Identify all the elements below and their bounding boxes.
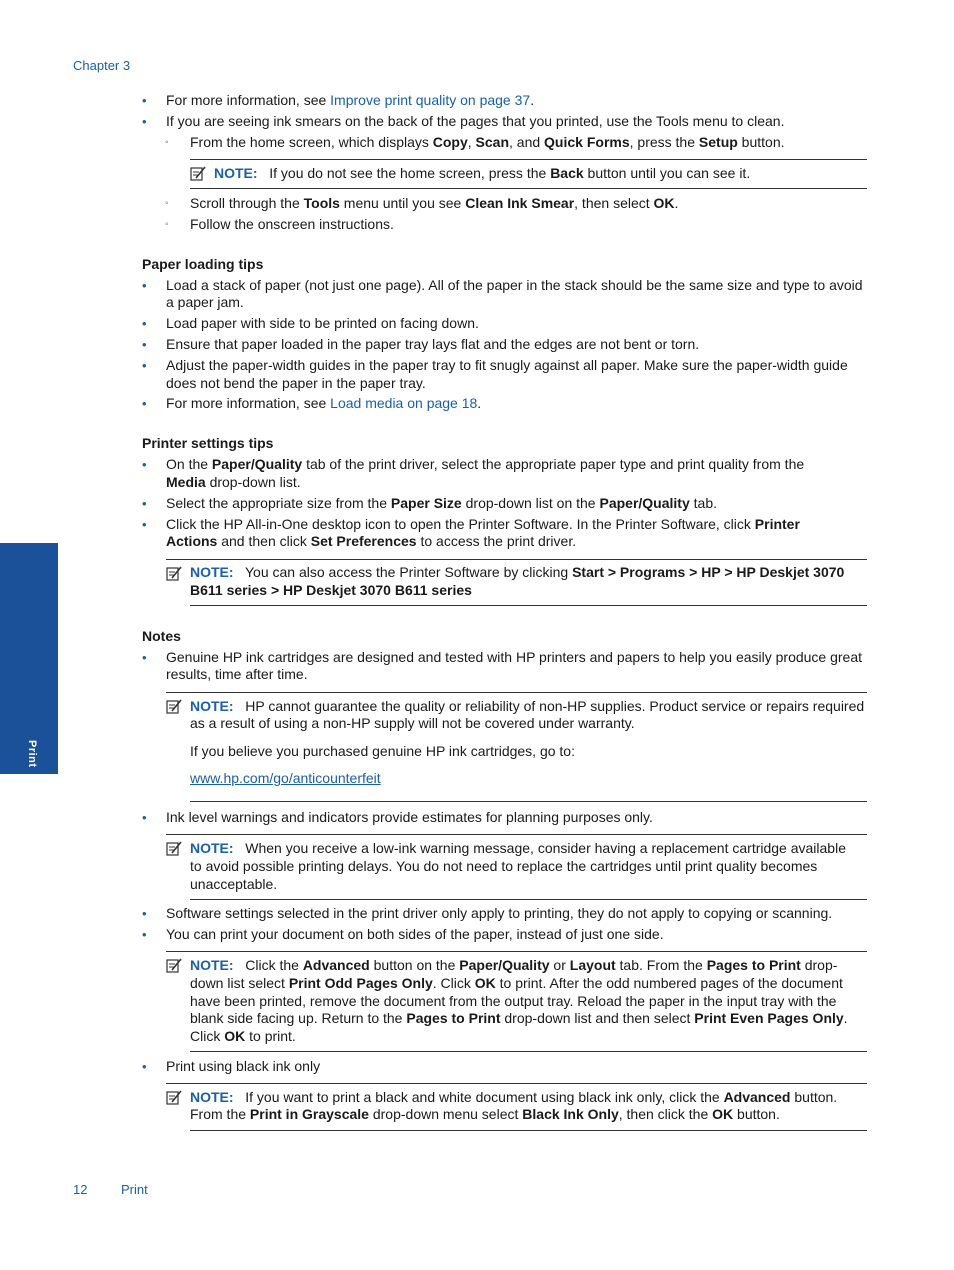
note-rule-bottom xyxy=(190,899,867,900)
note-icon xyxy=(166,699,182,714)
note-text: NOTE: You can also access the Printer Software by clicking Start > Programs > HP > HP Deskjet 3070 xyxy=(190,564,845,580)
heading-paper-loading: Paper loading tips xyxy=(142,256,264,272)
chapter-header: Chapter 3 xyxy=(73,58,131,73)
list-item: Click the HP All-in-One desktop icon to open the Printer Software. In the Printer Software, click Printer xyxy=(166,516,800,532)
note-icon xyxy=(166,1090,182,1105)
note-icon xyxy=(166,841,182,856)
note-rule-top xyxy=(190,159,867,160)
list-item: Ensure that paper loaded in the paper tray lays flat and the edges are not bent or torn. xyxy=(166,336,700,352)
bullet: • xyxy=(142,810,147,825)
bullet: • xyxy=(142,650,147,665)
bullet: • xyxy=(142,496,147,511)
sub-list-item: From the home screen, which displays Copy, Scan, and Quick Forms, press the Setup button. xyxy=(190,134,785,150)
note-text: NOTE: If you want to print a black and white document using black ink only, click the Advanced button. xyxy=(190,1089,838,1105)
bullet: • xyxy=(142,517,147,532)
list-item: Ink level warnings and indicators provide estimates for planning purposes only. xyxy=(166,809,653,825)
note-rule-top xyxy=(166,559,867,560)
list-item: Genuine HP ink cartridges are designed and tested with HP printers and papers to help you easily produce great xyxy=(166,649,863,665)
list-item-continued: Media drop-down list. xyxy=(166,474,301,490)
note-icon xyxy=(166,566,182,581)
note-rule-bottom xyxy=(190,188,867,189)
bullet: • xyxy=(142,93,147,108)
note-text-continued: to avoid possible printing delays. You do not need to replace the cartridges until print quality becomes xyxy=(190,858,818,874)
bullet: • xyxy=(142,1059,147,1074)
list-item: For more information, see Improve print quality on page 37. xyxy=(166,92,535,108)
note-rule-top xyxy=(166,951,867,952)
list-item: If you are seeing ink smears on the back of the pages that you printed, use the Tools menu to clean. xyxy=(166,113,785,129)
list-item: Print using black ink only xyxy=(166,1058,321,1074)
list-item-continued: results, time after time. xyxy=(166,666,308,682)
list-item-continued: does not bend the paper in the paper tray. xyxy=(166,375,426,391)
note-text: NOTE: Click the Advanced button on the Paper/Quality or Layout tab. From the Pages to Print drop- xyxy=(190,957,838,973)
bullet: • xyxy=(142,114,147,129)
list-item: Software settings selected in the print driver only apply to printing, they do not apply to copying or scanning. xyxy=(166,905,833,921)
side-tab-label: Print xyxy=(26,740,38,768)
sub-list-item: Follow the onscreen instructions. xyxy=(190,216,394,232)
note-text-continued: Click OK to print. xyxy=(190,1028,296,1044)
list-item-continued: a paper jam. xyxy=(166,294,244,310)
bullet: • xyxy=(142,316,147,331)
sub-bullet: ◦ xyxy=(165,137,169,148)
list-item: Adjust the paper-width guides in the paper tray to fit snugly against all paper. Make sure the paper-width guide xyxy=(166,357,848,373)
link-anticounterfeit[interactable]: www.hp.com/go/anticounterfeit xyxy=(190,770,381,786)
sub-list-item: Scroll through the Tools menu until you see Clean Ink Smear, then select OK. xyxy=(190,195,679,211)
note-rule-top xyxy=(166,834,867,835)
note-rule-bottom xyxy=(190,605,867,606)
bullet: • xyxy=(142,358,147,373)
note-text-continued: blank side facing up. Return to the Pages to Print drop-down list and then select Print Even Pages Only. xyxy=(190,1010,848,1026)
page-number: 12 xyxy=(73,1182,88,1197)
note-rule-top xyxy=(166,1083,867,1084)
note-paragraph: If you believe you purchased genuine HP ink cartridges, go to: xyxy=(190,743,575,759)
note-rule-bottom xyxy=(190,1130,867,1131)
note-text-continued: have been printed, remove the document from the output tray. Reload the paper in the input tray with the xyxy=(190,993,837,1009)
sub-bullet: ◦ xyxy=(165,198,169,209)
list-item: Load paper with side to be printed on facing down. xyxy=(166,315,479,331)
note-text-continued: as a result of using a non-HP supply will not be covered under warranty. xyxy=(190,715,635,731)
note-text-continued: unacceptable. xyxy=(190,876,278,892)
list-item: Select the appropriate size from the Paper Size drop-down list on the Paper/Quality tab. xyxy=(166,495,717,511)
sub-bullet: ◦ xyxy=(165,219,169,230)
bullet: • xyxy=(142,278,147,293)
list-item-continued: Actions and then click Set Preferences to access the print driver. xyxy=(166,533,577,549)
heading-notes: Notes xyxy=(142,628,181,644)
bullet: • xyxy=(142,396,147,411)
list-item: On the Paper/Quality tab of the print driver, select the appropriate paper type and print quality from the xyxy=(166,456,805,472)
note-text-continued: From the Print in Grayscale drop-down menu select Black Ink Only, then click the OK button. xyxy=(190,1106,780,1122)
list-item: For more information, see Load media on page 18. xyxy=(166,395,482,411)
note-rule-bottom xyxy=(190,801,867,802)
list-item: Load a stack of paper (not just one page). All of the paper in the stack should be the same size and type to avoid xyxy=(166,277,863,293)
note-rule-top xyxy=(166,692,867,693)
note-text-continued: down list select Print Odd Pages Only. Click OK to print. After the odd numbered pages of the document xyxy=(190,975,843,991)
heading-printer-settings: Printer settings tips xyxy=(142,435,274,451)
note-text: NOTE: If you do not see the home screen, press the Back button until you can see it. xyxy=(214,165,751,181)
link-improve-print-quality[interactable]: Improve print quality on page 37 xyxy=(330,92,531,108)
bullet: • xyxy=(142,337,147,352)
bullet: • xyxy=(142,927,147,942)
note-icon xyxy=(190,166,206,181)
note-rule-bottom xyxy=(190,1051,867,1052)
bullet: • xyxy=(142,906,147,921)
note-text: NOTE: HP cannot guarantee the quality or reliability of non-HP supplies. Product service or repairs required xyxy=(190,698,865,714)
note-text-continued: B611 series > HP Deskjet 3070 B611 series xyxy=(190,582,472,598)
list-item: You can print your document on both sides of the paper, instead of just one side. xyxy=(166,926,664,942)
link-load-media[interactable]: Load media on page 18 xyxy=(330,395,478,411)
note-icon xyxy=(166,958,182,973)
note-text: NOTE: When you receive a low-ink warning message, consider having a replacement cartridge available xyxy=(190,840,846,856)
bullet: • xyxy=(142,457,147,472)
footer-section: Print xyxy=(121,1182,148,1197)
